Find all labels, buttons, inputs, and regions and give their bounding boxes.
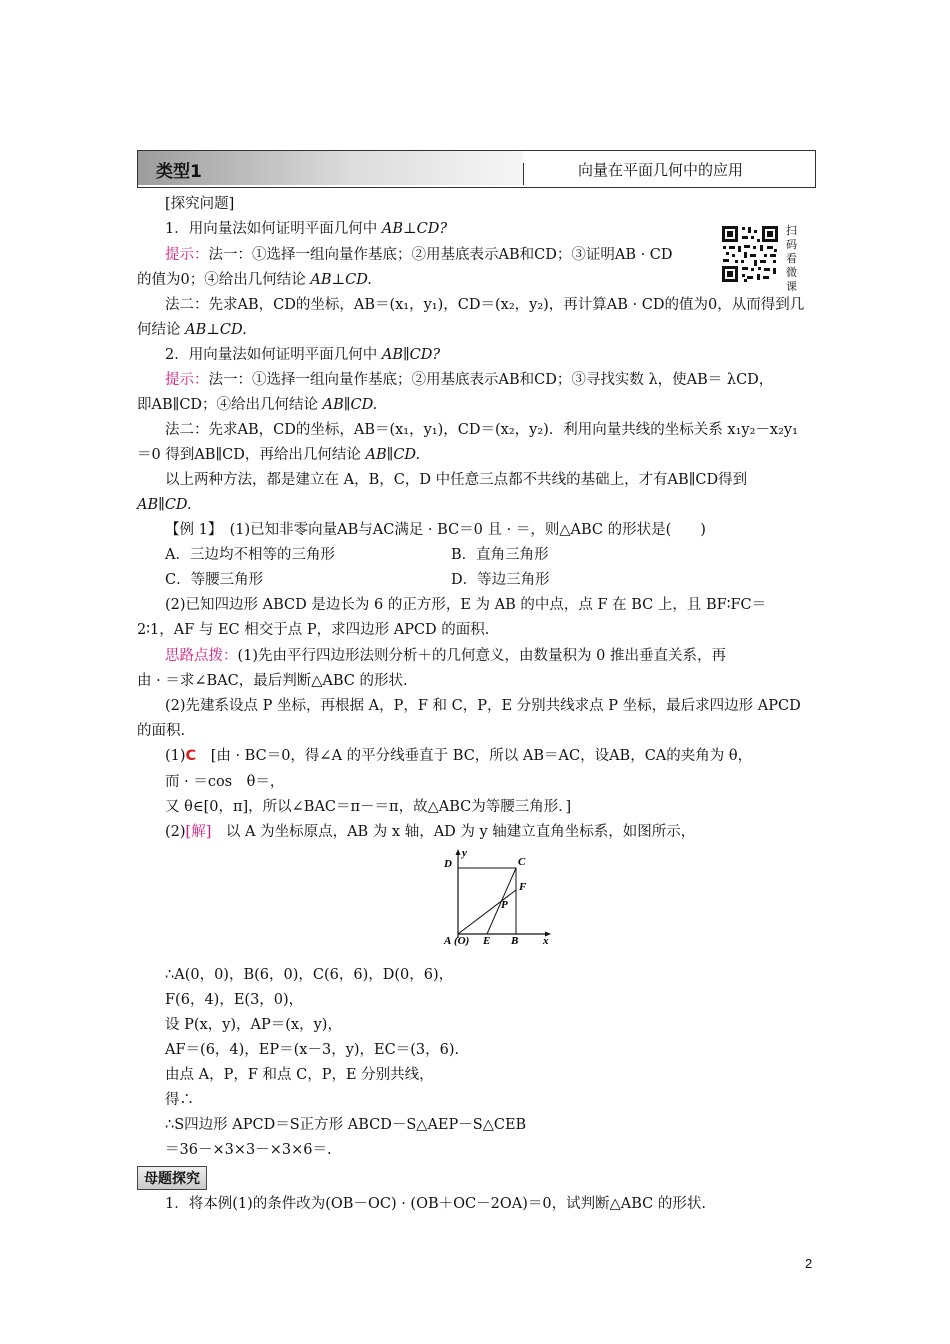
answer-1-line1: (1)C [由 · BC＝0，得∠A 的平分线垂直于 BC，所以 AB＝AC，设AB，CA的夹角为 θ，	[165, 748, 753, 764]
section-header	[137, 150, 816, 188]
qr-caption: 扫码看微课	[786, 224, 797, 293]
method-2-line1: 法二：先求AB，CD的坐标，AB＝(x₁，y₁)，CD＝(x₂，y₂)，再计算AB · CD的值为0，从而得到几	[165, 297, 805, 313]
hint-2-line2: 即AB∥CD；④给出几何结论 AB∥CD.	[137, 397, 378, 413]
solution-line7: ∴S四边形 APCD＝S正方形 ABCD－S△AEP－S△CEB	[165, 1117, 527, 1133]
followup-question-1: 1．将本例(1)的条件改为(OB－OC) · (OB＋OC－2OA)＝0，试判断△ABC 的形状.	[165, 1196, 706, 1212]
summary-line1: 以上两种方法，都是建立在 A，B，C，D 中任意三点都不共线的基础上，才有AB∥CD得到	[165, 472, 748, 488]
approach-line4: 的面积.	[137, 723, 186, 739]
answer-1-line3: 又 θ∈[0，π]，所以∠BAC＝π－＝π，故△ABC为等腰三角形．]	[165, 799, 572, 815]
y-axis-arrow-icon	[456, 849, 461, 855]
section-title: 向量在平面几何中的应用	[578, 161, 744, 179]
approach-line2: 由 · ＝求∠BAC，最后判断△ABC 的形状.	[137, 673, 408, 689]
solution-line4: AF＝(6，4)，EP＝(x－3，y)，EC＝(3，6).	[165, 1042, 460, 1058]
hint-1-line1: 提示：法一：①选择一组向量作基底；②用基底表示AB和CD；③证明AB · CD	[165, 247, 673, 263]
answer-2-intro: (2)[解] 以 A 为坐标原点，AB 为 x 轴，AD 为 y 轴建立直角坐标系，如图所示，	[165, 824, 696, 840]
page-number: 2	[805, 1256, 813, 1271]
example-1-part2-line2: 2∶1，AF 与 EC 相交于点 P，求四边形 APCD 的面积.	[137, 622, 490, 638]
label-a: A	[444, 935, 452, 946]
solution-line5: 由点 A，P，F 和点 C，P，E 分别共线，	[165, 1067, 434, 1083]
solution-line6: 得∴	[165, 1092, 194, 1108]
option-a: A．三边均不相等的三角形	[165, 547, 335, 563]
label-f: F	[519, 881, 527, 893]
example-1-part2-line1: (2)已知四边形 ABCD 是边长为 6 的正方形，E 为 AB 的中点，点 F 在 BC 上，且 BF∶FC＝	[165, 597, 767, 613]
question-2: 2．用向量法如何证明平面几何中 AB∥CD?	[165, 347, 441, 363]
method-2b-line1: 法二：先求AB，CD的坐标，AB＝(x₁，y₁)，CD＝(x₂，y₂)．利用向量共线的坐标关系 x₁y₂－x₂y₁	[165, 422, 798, 438]
question-1: 1．用向量法如何证明平面几何中 AB⊥CD?	[165, 221, 448, 237]
section-tag	[138, 151, 523, 185]
hint-2-line1: 提示：法一：①选择一组向量作基底；②用基底表示AB和CD；③寻找实数 λ，使AB＝ λCD，	[165, 372, 774, 388]
option-b: B．直角三角形	[451, 547, 549, 563]
label-e: E	[483, 935, 491, 946]
solution-line3: 设 P(x，y)，AP＝(x，y)，	[165, 1017, 342, 1033]
solution-line2: F(6，4)，E(3，0)，	[165, 992, 304, 1008]
label-c: C	[518, 856, 526, 868]
example-1-part1: 【例 1】 (1)已知非零向量AB与AC满足 · BC＝0 且 · ＝，则△ABC 的形状是( )	[165, 522, 706, 538]
segment-af	[458, 890, 516, 934]
method-2-line2: 何结论 AB⊥CD.	[137, 322, 247, 338]
label-b: B	[511, 935, 519, 946]
hint-1-line2: 的值为0；④给出几何结论 AB⊥CD.	[137, 272, 372, 288]
heading-inquiry: [探究问题]	[165, 196, 235, 212]
answer-1-line2: 而 · ＝cos θ＝，	[165, 774, 285, 790]
coordinate-figure	[430, 846, 560, 946]
option-c: C．等腰三角形	[165, 572, 264, 588]
label-d: D	[444, 858, 452, 870]
header-divider	[523, 163, 524, 185]
label-x: x	[543, 935, 549, 946]
label-p: P	[501, 899, 508, 911]
solution-line8: ＝36－×3×3－×3×6＝.	[165, 1142, 332, 1158]
section-label-mother-question: 母题探究	[137, 1166, 207, 1190]
summary-line2: AB∥CD.	[137, 497, 192, 513]
solution-line1: ∴A(0，0)，B(6，0)，C(6，6)，D(0，6)，	[165, 967, 454, 983]
approach-line3: (2)先建系设点 P 坐标，再根据 A，P，F 和 C，P，E 分别共线求点 P 坐标，最后求四边形 APCD	[165, 698, 801, 714]
option-d: D．等边三角形	[451, 572, 550, 588]
qr-code-icon[interactable]	[720, 224, 780, 284]
method-2b-line2: ＝0 得到AB∥CD，再给出几何结论 AB∥CD.	[137, 447, 421, 463]
label-y: y	[462, 847, 467, 859]
label-o: (O)	[454, 935, 470, 946]
approach-line1: 思路点拨：(1)先由平行四边形法则分析＋的几何意义，由数量积为 0 推出垂直关系，再	[165, 648, 726, 664]
section-tag-label: 类型1	[156, 162, 202, 182]
